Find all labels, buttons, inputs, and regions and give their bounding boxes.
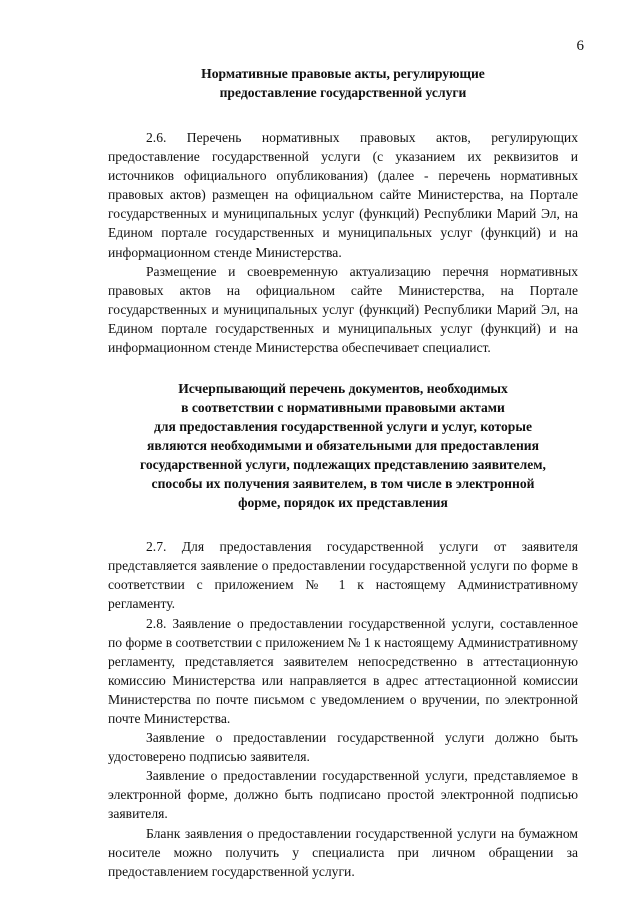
section-heading-documents-list: [108, 379, 578, 512]
heading-line: государственной услуги, подлежащих представлению заявителем,: [140, 457, 546, 473]
paragraph-2-6: 2.6. Перечень нормативных правовых актов, регулирующих предоставление государственной услуги (с указанием их реквизитов и источников официального опубликования) (далее - перечень нормативных правовых актов) размещен на официальном сайте Министерства, на Портале государственных и муниципальных услуг (функций) Республики Марий Эл, на Едином портале государственных и муниципальных услуг (функций) и на информационном стенде Министерства.: [108, 130, 578, 260]
heading-line: Нормативные правовые акты, регулирующие: [201, 66, 485, 81]
paragraph-blank-form: Бланк заявления о предоставлении государственной услуги на бумажном носителе можно получить у специалиста при личном обращении за предоставлением государственной услуги.: [108, 825, 578, 879]
heading-line: являются необходимыми и обязательными для предоставления: [147, 438, 539, 454]
heading-line: для предоставления государственной услуги и услуг, которые: [153, 419, 533, 435]
paragraph-2-7: 2.7. Для предоставления государственной услуги от заявителя представляется заявление о предоставлении государственной услуги по форме в соответствии с приложением № 1 к настоящему Административному регламенту.: [108, 539, 578, 612]
paragraph-2-8: 2.8. Заявление о предоставлении государственной услуги, составленное по форме в соответствии с приложением № 1 к настоящему Административному регламенту, представляется заявителем непосредственно в аттестационную комиссию Министерства или направляется в адрес аттестационной комиссии Министерства по почте письмом с уведомлением о вручении, по электронной почте Министерства.: [108, 615, 578, 726]
heading-line: Исчерпывающий перечень документов, необходимых: [178, 381, 508, 397]
paragraph-signature: Заявление о предоставлении государственной услуги должно быть удостоверено подписью заявителя.: [108, 730, 578, 765]
heading-line: способы их получения заявителем, в том числе в электронной: [151, 476, 535, 492]
paragraph-electronic-form: Заявление о предоставлении государственной услуги, представляемое в электронной форме, должно быть подписано простой электронной подписью заявителя.: [108, 768, 578, 822]
section-heading-normative-acts: [108, 64, 578, 102]
page-number: 6: [576, 38, 584, 54]
heading-line: предоставление государственной услуги: [219, 85, 467, 100]
document-body: [108, 64, 578, 881]
heading-line: форме, порядок их представления: [238, 495, 448, 511]
paragraph-placement: Размещение и своевременную актуализацию перечня нормативных правовых актов на официальном сайте Министерства, на Портале государственных и муниципальных услуг (функций) Республики Марий Эл, на Едином портале государственных и муниципальных услуг (функций) и на информационном стенде Министерства обеспечивает специалист.: [108, 263, 578, 356]
heading-line: в соответствии с нормативными правовыми актами: [181, 400, 505, 416]
